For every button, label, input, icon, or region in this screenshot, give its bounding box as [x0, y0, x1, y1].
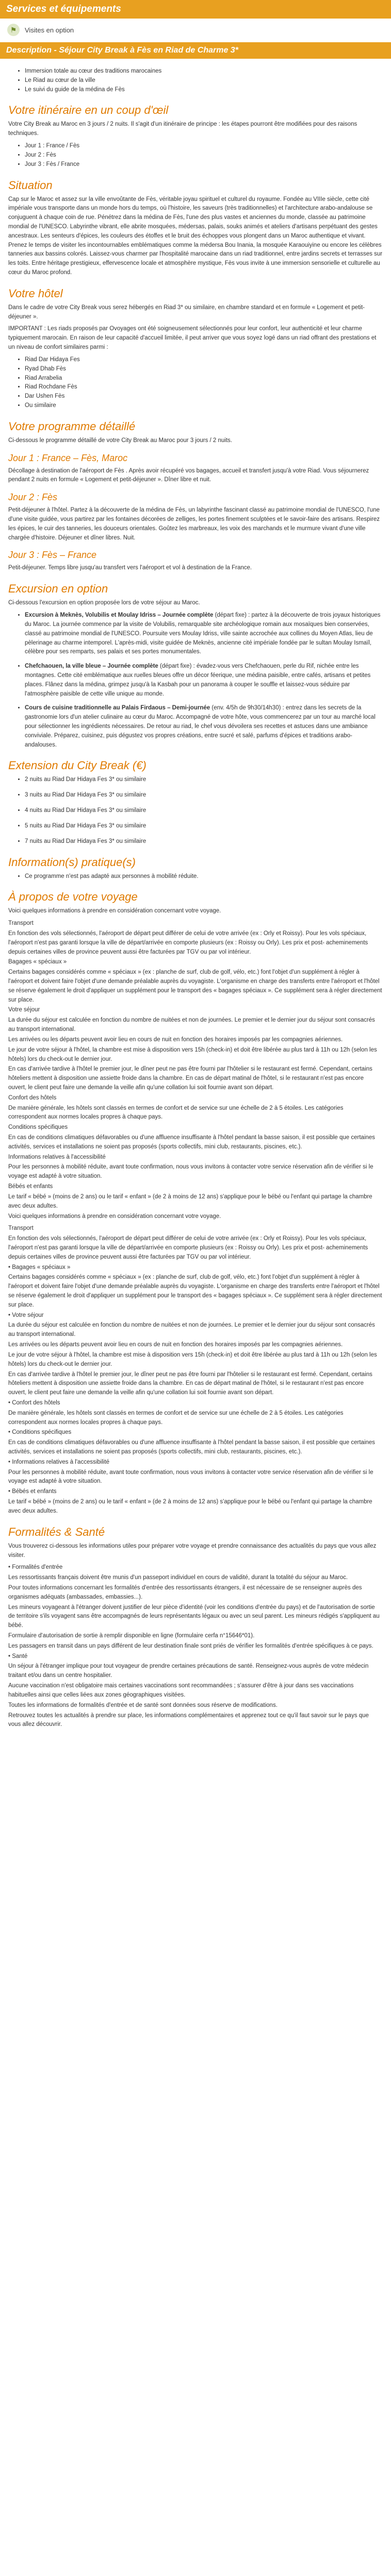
apropos-title: À propos de votre voyage	[8, 890, 138, 904]
paragraph: • Confort des hôtels	[8, 1399, 60, 1406]
excursion-text: (départ fixe) : évadez-vous vers Chefchaouen, perle du Rif, nichée entre les montagnes. Cette cité emblématique aux ruelles bleues offre un décor féerique, une médina paisible, entre cafés, artisans et petites places. Flânez dans la médina, grimpez jusqu'à la Kasbah pour un panorama à couper le souffle et laissez-vous séduire par l'atmosphère paisible de cette ville unique au monde.	[25, 663, 371, 697]
apropos-block-2	[8, 1224, 383, 1516]
paragraph: Le tarif « bébé » (moins de 2 ans) ou le tarif « enfant » (de 2 à moins de 12 ans) s'applique pour le bébé ou l'enfant qui partage la chambre avec deux adultes.	[8, 1499, 372, 1514]
list-item	[25, 611, 383, 657]
excursion-name: Chefchaouen, la ville bleue – Journée complète	[25, 663, 158, 670]
day-3-text: Petit-déjeuner. Temps libre jusqu'au transfert vers l'aéroport et vol à destination de la France.	[8, 565, 252, 571]
list-item: • 5 nuits au Riad Dar Hidaya Fes 3* ou similaire	[25, 822, 383, 831]
list-item: • Le suivi du guide de la médina de Fès	[25, 86, 383, 95]
itineraire-intro: Votre City Break au Maroc en 3 jours / 2 nuits. Il s'agit d'un itinéraire de principe : les étapes pourront être modifiées pour des raisons techniques.	[8, 121, 357, 137]
description-content	[0, 59, 391, 1743]
paragraph: Le tarif « bébé » (moins de 2 ans) ou le tarif « enfant » (de 2 à moins de 12 ans) s'applique pour le bébé ou l'enfant qui partage la chambre avec deux adultes.	[8, 1193, 372, 1209]
list-item: • 4 nuits au Riad Dar Hidaya Fes 3* ou similaire	[25, 806, 383, 816]
list-item: • 7 nuits au Riad Dar Hidaya Fes 3* ou similaire	[25, 837, 383, 846]
paragraph: Conditions spécifiques	[8, 1124, 68, 1131]
day-2-text: Petit-déjeuner à l'hôtel. Partez à la découverte de la médina de Fès, un labyrinthe fascinant classé au patrimoine mondial de l'UNESCO, l'une d'une visite guidée, vous partirez par les fontaines décorées de zelliges, les portes finement sculptées et le savoir-faire des artisans. Respirez les épices, le cuir des tanneries, les douceurs orientales. Goûtez les marbreaux, les voix des marchands et le murmure vivant d'une ville chargée d'histoire. Déjeuner et dîner libres. Nuit.	[8, 507, 380, 541]
hotel-important: IMPORTANT : Les riads proposés par Ovoyages ont été soigneusement sélectionnés pour leur confort, leur authenticité et leur charme typiquement marocain. En raison de leur capacité d'accueil limitée, il peut arriver que vous soyez logé dans un riad offrant des prestations et un niveau de confort similaires parmi :	[8, 326, 377, 351]
paragraph: En fonction des vols sélectionnés, l'aéroport de départ peut différer de celui de votre arrivée (ex : Orly et Roissy). Pour les vols spéciaux, l'aéroport n'est pas garanti lorsque la ville de départ/arrivée en comporte plusieurs (ex : Roissy ou Orly). Les prix et post- acheminements depuis certaines villes de province peuvent aussi être facturées par TGV ou par vol intérieur.	[8, 930, 368, 955]
paragraph: La durée du séjour est calculée en fonction du nombre de nuitées et non de journées. Le premier et le dernier jour du séjour sont consacrés au transport international.	[8, 1017, 375, 1033]
list-item: • Le Riad au cœur de la ville	[25, 76, 383, 86]
programme-title: Votre programme détaillé	[8, 419, 136, 433]
apropos-block-1	[8, 919, 383, 1221]
paragraph: Pour les personnes à mobilité réduite, avant toute confirmation, nous vous invitons à contacter votre service réservation afin de vérifier si le voyage est adapté à votre situation.	[8, 1469, 373, 1485]
paragraph: Les ressortissants français doivent être munis d'un passeport individuel en cours de validité, durant la totalité du séjour au Maroc.	[8, 1574, 348, 1581]
day-1-title: Jour 1 : France – Fès, Maroc	[8, 452, 128, 463]
paragraph: • Santé	[8, 1653, 28, 1659]
paragraph: Transport	[8, 1225, 34, 1232]
paragraph: Le jour de votre séjour à l'hôtel, la chambre est mise à disposition vers 15h (check-in) et doit être libérée au plus tard à 11h ou 12h (selon les hôtels) lors du check-out le dernier jour.	[8, 1351, 377, 1367]
day-3-title: Jour 3 : Fès – France	[8, 550, 97, 561]
paragraph: La durée du séjour est calculée en fonction du nombre de nuitées et non de journées. Le premier et le dernier jour du séjour sont consacrés au transport international.	[8, 1322, 375, 1338]
list-item: • Ce programme n'est pas adapté aux personnes à mobilité réduite.	[25, 872, 383, 882]
hotel-text: Dans le cadre de votre City Break vous serez hébergés en Riad 3* ou similaire, en chambre standard et en formule « Logement et petit-déjeuner ».	[8, 304, 365, 320]
list-item: • 2 nuits au Riad Dar Hidaya Fes 3* ou similaire	[25, 775, 383, 785]
excursion-intro: Ci-dessous l'excursion en option proposée lors de votre séjour au Maroc.	[8, 600, 200, 606]
paragraph: Retrouvez toutes les actualités à prendre sur place, les informations complémentaires et apprenez tout ce qu'il faut savoir sur le pays que vous allez découvrir.	[8, 1712, 369, 1728]
paragraph: • Conditions spécifiques	[8, 1429, 72, 1436]
paragraph: Les passagers en transit dans un pays différent de leur destination finale sont priés de vérifier les formalités d'entrée spécifiques à ce pays.	[8, 1642, 373, 1649]
formalites-title: Formalités & Santé	[8, 1525, 105, 1538]
highlight-list	[8, 67, 383, 94]
hotel-title: Votre hôtel	[8, 286, 63, 300]
excursion-text: (env. 4/5h de 9h30/14h30) : entrez dans les secrets de la gastronomie lors d'un atelier culinaire au cœur du Maroc. Accompagné de votre hôte, vous commencerez par un tour au marché local pour sélectionner les ingrédients nécessaires. De retour au riad, le chef vous dévoilera ses recettes et astuces dans une ambiance conviviale. Préparez, cuisinez, puis dégustez vos propres créations, entre sucré et salé, parfums d'épices et traditions arabo-andalouses.	[25, 705, 376, 748]
extension-title: Extension du City Break (€)	[8, 759, 146, 772]
excursion-title: Excursion en option	[8, 582, 108, 596]
formalites-block	[8, 1563, 383, 1730]
paragraph: Toutes les informations de formalités d'entrée et de santé sont données sous réserve de modifications.	[8, 1702, 278, 1708]
services-header: Services et équipements	[0, 0, 391, 19]
itineraire-days	[8, 142, 383, 169]
paragraph: De manière générale, les hôtels sont classés en termes de confort et de service sur une échelle de 2 à 5 étoiles. Les catégories correspondent aux normes locales propres à chaque pays.	[8, 1105, 344, 1121]
services-list	[0, 19, 391, 42]
paragraph: Pour toutes informations concernant les formalités d'entrée des ressortissants étrangers, il est nécessaire de se renseigner auprès des organismes adéquats (ambassades, embassies...).	[8, 1584, 362, 1600]
list-item: • Ou similaire	[25, 401, 383, 411]
list-item	[25, 662, 383, 699]
paragraph: Formulaire d'autorisation de sortie à remplir disponible en ligne (formulaire cerfa n°15646*01).	[8, 1633, 255, 1639]
paragraph: Les arrivées ou les départs peuvent avoir lieu en cours de nuit en fonction des horaires imposés par les compagnies aériennes.	[8, 1342, 343, 1348]
paragraph: • Informations relatives à l'accessibilité	[8, 1459, 110, 1465]
paragraph: Bagages « spéciaux »	[8, 959, 67, 965]
paragraph: Informations relatives à l'accessibilité	[8, 1154, 106, 1160]
paragraph: En fonction des vols sélectionnés, l'aéroport de départ peut différer de celui de votre arrivée (ex : Orly et Roissy). Pour les vols spéciaux, l'aéroport n'est pas garanti lorsque la ville de départ/arrivée en comporte plusieurs (ex : Roissy ou Orly). Les prix et post- acheminements depuis certaines villes de province peuvent aussi être facturées par TGV ou par vol intérieur.	[8, 1235, 368, 1260]
list-item: • Jour 2 : Fès	[25, 151, 383, 160]
paragraph: Transport	[8, 920, 34, 927]
hotel-list	[8, 355, 383, 411]
excursion-name: Cours de cuisine traditionnelle au Palais Firdaous – Demi-journée	[25, 705, 210, 711]
paragraph: Le jour de votre séjour à l'hôtel, la chambre est mise à disposition vers 15h (check-in) et doit être libérée au plus tard à 11h ou 12h (selon les hôtels) lors du check-out le dernier jour.	[8, 1046, 377, 1062]
situation-title: Situation	[8, 178, 53, 192]
day-1-text: Décollage à destination de l'aéroport de Fès . Après avoir récupéré vos bagages, accueil et transfert jusqu'à votre Riad. Vous séjournerez pendant 2 nuits en formule « Logement et petit-déjeuner ». Dîner libre et nuit.	[8, 467, 369, 483]
paragraph: Voici quelques informations à prendre en considération concernant votre voyage.	[8, 1213, 221, 1219]
extension-list	[8, 775, 383, 846]
excursion-list	[8, 611, 383, 750]
situation-text: Cap sur le Maroc et assez sur la ville envoûtante de Fès, véritable joyau spirituel et culturel du royaume. Fondée au VIIIe siècle, cette cité impériale vous transporte dans un monde hors du temps, où l'histoire, les saveurs (très traditionnelles) et l'architecture arabo-andalouse se conjuguent à chaque coin de rue. Pénétrez dans la médina de Fès, l'une des plus vastes et anciennes du monde, classée au patrimoine mondial de l'UNESCO. Labyrinthe vibrant, elle abrite mosquées, médersas, palais, souks animés et ateliers d'artisans perpétuant des gestes ancestraux. Les senteurs d'épices, les couleurs des étoffes et le bruit des échoppes vous plongent dans un Maroc authentique et vivant. Prenez le temps de visiter les incontournables emblématiques comme la médersa Bou Inania, la mosquée Karaouiyine ou encore les célèbres tanneries aux bassins colorés. Laissez-vous charmer par l'hospitalité marocaine dans un riad traditionnel, entre jardins secrets et terrasses sur les toits. Entre héritage prestigieux, effervescence locale et atmosphère mystique, Fès vous invite à une immersion sensorielle et culturelle au cœur du Maroc profond.	[8, 196, 383, 276]
paragraph: Votre séjour	[8, 1007, 40, 1013]
paragraph: Confort des hôtels	[8, 1094, 57, 1101]
paragraph: Aucune vaccination n'est obligatoire mais certaines vaccinations sont recommandées ; s'assurer d'être à jour dans ses vaccinations habituelles ainsi que celles liées aux zones géographiques visitées.	[8, 1683, 354, 1698]
programme-intro: Ci-dessous le programme détaillé de votre City Break au Maroc pour 3 jours / 2 nuits.	[8, 437, 233, 444]
apropos-intro: Voici quelques informations à prendre en considération concernant votre voyage.	[8, 908, 221, 914]
list-item: • Riad Rochdane Fès	[25, 383, 383, 392]
paragraph: Un séjour à l'étranger implique pour tout voyageur de prendre certaines précautions de santé. Renseignez-vous auprès de votre médecin traitant et/ou dans un centre hospitalier.	[8, 1663, 369, 1679]
list-item: • Ryad Dhab Fès	[25, 365, 383, 374]
paragraph: Certains bagages considérés comme « spéciaux » (ex : planche de surf, club de golf, vélo, etc.) font l'objet d'un supplément à régler à l'aéroport et doivent faire l'objet d'une demande préalable auprès du voyagiste. L'organisme en charge des transferts entre l'aéroport et l'hôtel se réserve également le droit d'appliquer un supplément pour le transport des « bagages spéciaux ». Ce supplément sera à régler directement sur place.	[8, 969, 382, 1003]
information-list	[8, 872, 383, 882]
service-visites-option: Visites en option	[25, 26, 74, 34]
excursion-icon: ⚑	[7, 24, 20, 36]
paragraph: Bébés et enfants	[8, 1183, 53, 1190]
excursion-text: (départ fixe) : partez à la découverte de trois joyaux historiques du Maroc. La journée commence par la visite de Volubilis, remarquable site archéologique romain aux mosaïques bien conservées, classé au patrimoine mondial de l'UNESCO. Poursuite vers Moulay Idriss, ville sainte accrochée aux collines du Moyen Atlas, lieu de pèlerinage au charme intemporel. L'après-midi, visite guidée de Meknès, ancienne cité impériale fondée par le sultan Moulay Ismaïl, célèbre pour ses remparts, ses palais et ses portes monumentales.	[25, 612, 381, 655]
list-item: • 3 nuits au Riad Dar Hidaya Fes 3* ou similaire	[25, 791, 383, 800]
description-header: Description - Séjour City Break à Fès en Riad de Charme 3*	[0, 42, 391, 59]
paragraph: Les arrivées ou les départs peuvent avoir lieu en cours de nuit en fonction des horaires imposés par les compagnies aériennes.	[8, 1036, 343, 1043]
paragraph: En cas d'arrivée tardive à l'hôtel le premier jour, le dîner peut ne pas être fourni par l'hôtelier si le restaurant est fermé. Cependant, certains hôteliers mettent à disposition une assiette froide dans la chambre. En cas de départ matinal de l'hôtel, si le restaurant n'est pas encore ouvert, le client peut faire une demande la veille afin qu'une collation lui soit fournie avant son départ.	[8, 1371, 372, 1396]
list-item	[25, 704, 383, 750]
list-item: • Jour 1 : France / Fès	[25, 142, 383, 151]
list-item: • Riad Dar Hidaya Fes	[25, 355, 383, 365]
paragraph: • Bagages « spéciaux »	[8, 1264, 71, 1270]
information-title: Information(s) pratique(s)	[8, 855, 136, 869]
paragraph: Certains bagages considérés comme « spéciaux » (ex : planche de surf, club de golf, vélo, etc.) font l'objet d'un supplément à régler à l'aéroport et doivent faire l'objet d'une demande préalable auprès du voyagiste. L'organisme en charge des transferts entre l'aéroport et l'hôtel se réserve également le droit d'appliquer un supplément pour le transport des « bagages spéciaux ». Ce supplément sera à régler directement sur place.	[8, 1274, 382, 1308]
list-item: • Immersion totale au cœur des traditions marocaines	[25, 67, 383, 76]
excursion-name: Excursion à Meknès, Volubilis et Moulay Idriss – Journée complète	[25, 612, 214, 619]
list-item: • Dar Ushen Fès	[25, 392, 383, 401]
itineraire-title: Votre itinéraire en un coup d'œil	[8, 104, 169, 117]
paragraph: Pour les personnes à mobilité réduite, avant toute confirmation, nous vous invitons à contacter votre service réservation afin de vérifier si le voyage est adapté à votre situation.	[8, 1164, 373, 1180]
paragraph: • Bébés et enfants	[8, 1488, 57, 1495]
paragraph: • Formalités d'entrée	[8, 1564, 63, 1571]
paragraph: De manière générale, les hôtels sont classés en termes de confort et de service sur une échelle de 2 à 5 étoiles. Les catégories correspondent aux normes locales propres à chaque pays.	[8, 1410, 344, 1426]
paragraph: En cas de conditions climatiques défavorables ou d'une affluence insuffisante à l'hôtel pendant la basse saison, il est possible que certaines activités, services et installations ne soient pas proposés (sports collectifs, mini club, restaurants, piscines, etc.).	[8, 1439, 376, 1455]
day-2-title: Jour 2 : Fès	[8, 492, 58, 503]
list-item: • Riad Arrabelia	[25, 374, 383, 383]
paragraph: Les mineurs voyageant à l'étranger doivent justifier de leur pièce d'identité (voir les conditions d'entrée du pays) et de l'autorisation de sortie de territoire s'ils voyagent sans être accompagnés de leurs représentants légaux ou avec un seul parent. Les mineurs rédigés s'appliquent au bébé.	[8, 1604, 380, 1629]
paragraph: • Votre séjour	[8, 1312, 44, 1318]
paragraph: En cas de conditions climatiques défavorables ou d'une affluence insuffisante à l'hôtel pendant la basse saison, il est possible que certaines activités, services et installations ne soient pas proposés (sports collectifs, mini club, restaurants, piscines, etc.).	[8, 1134, 376, 1150]
list-item: • Jour 3 : Fès / France	[25, 160, 383, 170]
paragraph: En cas d'arrivée tardive à l'hôtel le premier jour, le dîner peut ne pas être fourni par l'hôtelier si le restaurant est fermé. Cependant, certains hôteliers mettent à disposition une assiette froide dans la chambre. En cas de départ matinal de l'hôtel, si le restaurant n'est pas encore ouvert, le client peut faire une demande la veille afin qu'une collation lui soit fournie avant son départ.	[8, 1066, 372, 1091]
formalites-intro: Vous trouverez ci-dessous les informations utiles pour préparer votre voyage et prendre connaissance des actualités du pays que vous allez visiter.	[8, 1543, 377, 1558]
